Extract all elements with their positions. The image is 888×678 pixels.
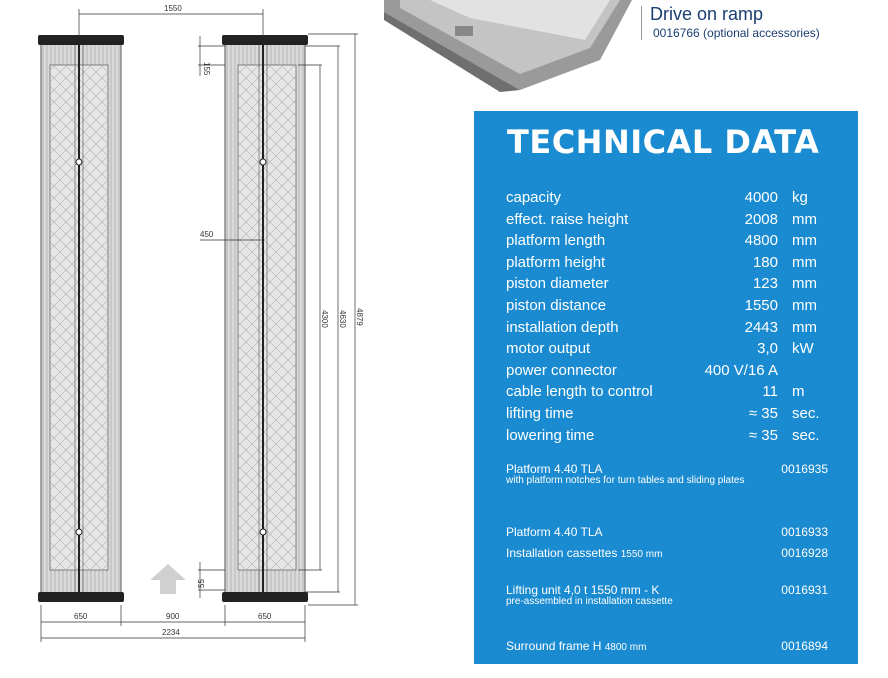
spec-unit: mm <box>792 253 817 271</box>
part-name-text: Platform 4.40 TLA <box>506 525 603 539</box>
ramp-title: Drive on ramp <box>650 4 764 24</box>
part-name-text: Platform 4.40 TLA <box>506 462 603 476</box>
spec-label: capacity <box>506 189 562 206</box>
spec-label: piston diameter <box>506 275 609 293</box>
spec-label: piston distance <box>506 297 607 314</box>
ramp-code: 0016766 (optional accessories) <box>653 26 820 40</box>
dim-right-width: 650 <box>258 612 272 621</box>
dim-total-width: 2234 <box>162 628 180 637</box>
part-code: 0016894 <box>781 639 828 653</box>
spec-value: 180 <box>752 253 778 271</box>
spec-unit: mm <box>792 318 817 336</box>
spec-value: 400 V/16 A <box>704 361 778 379</box>
part-subtitle: with platform notches for turn tables and sliding plates <box>506 475 745 486</box>
spec-value: 2443 <box>744 318 778 336</box>
part-name-size: 4800 mm <box>604 642 647 653</box>
part-name <box>506 546 828 560</box>
spec-unit: kW <box>792 340 814 358</box>
spec-value: ≈ 35 <box>748 426 778 444</box>
drive-direction-arrow-icon <box>150 564 186 594</box>
part-item <box>506 546 828 560</box>
part-name <box>506 462 828 476</box>
dim-bottom-offset: 55 <box>197 579 206 588</box>
spec-value: 4000 <box>744 189 778 206</box>
spec-row <box>506 319 826 339</box>
part-name-size: 1550 mm <box>620 549 663 560</box>
spec-label: cable length to control <box>506 383 653 401</box>
spec-value: ≈ 35 <box>748 405 778 422</box>
spec-label: platform length <box>506 232 606 250</box>
spec-unit: mm <box>792 232 817 250</box>
part-item <box>506 639 828 653</box>
spec-label: motor output <box>506 340 591 358</box>
spec-label: lowering time <box>506 426 595 444</box>
part-name-text: Surround frame H <box>506 639 602 653</box>
drive-on-ramp-image <box>384 0 632 92</box>
right-platform <box>222 35 308 602</box>
part-code: 0016933 <box>781 525 828 539</box>
dim-height-c: 4879 <box>355 308 364 326</box>
spec-value: 2008 <box>744 210 778 228</box>
part-item <box>506 583 828 607</box>
part-name <box>506 583 828 597</box>
dim-inner: 450 <box>200 230 214 239</box>
spec-unit: mm <box>792 275 817 293</box>
part-name-text: Installation cassettes <box>506 546 618 560</box>
spec-unit: mm <box>792 297 817 314</box>
part-code: 0016931 <box>781 583 828 597</box>
spec-label: installation depth <box>506 318 619 336</box>
spec-unit: m <box>792 383 805 401</box>
dim-height-b: 4630 <box>338 310 347 328</box>
spec-row <box>506 211 826 231</box>
part-name <box>506 525 828 539</box>
dim-gap: 900 <box>166 612 180 621</box>
spec-row <box>506 383 826 403</box>
dim-piston-distance: 1550 <box>164 4 182 13</box>
spec-row <box>506 254 826 274</box>
spec-label: power connector <box>506 361 617 379</box>
dim-left-width: 650 <box>74 612 88 621</box>
spec-row <box>506 189 826 209</box>
part-name-text: Lifting unit 4,0 t 1550 mm - K <box>506 583 660 597</box>
part-item <box>506 462 828 486</box>
spec-row <box>506 340 826 360</box>
spec-row <box>506 427 826 447</box>
spec-row <box>506 405 826 425</box>
spec-label: platform height <box>506 253 606 271</box>
part-item <box>506 525 828 539</box>
part-subtitle: pre-assembled in installation cassette <box>506 596 673 607</box>
part-code: 0016928 <box>781 546 828 560</box>
part-name <box>506 639 828 653</box>
spec-unit: kg <box>792 189 808 206</box>
spec-row <box>506 232 826 252</box>
dim-height-a: 4300 <box>320 310 329 328</box>
spec-row <box>506 297 826 317</box>
spec-unit: sec. <box>792 405 820 422</box>
technical-data-panel <box>474 111 858 664</box>
spec-value: 11 <box>762 383 778 401</box>
spec-value: 3,0 <box>757 340 778 358</box>
dim-top-offset: 155 <box>202 62 211 76</box>
spec-label: lifting time <box>506 405 574 422</box>
left-platform <box>38 35 124 602</box>
spec-unit: sec. <box>792 426 820 444</box>
spec-row <box>506 275 826 295</box>
part-code: 0016935 <box>781 462 828 476</box>
spec-value: 123 <box>752 275 778 293</box>
tech-title: TECHNICAL DATA <box>507 123 820 161</box>
ramp-divider <box>641 6 642 40</box>
spec-unit: mm <box>792 210 817 228</box>
spec-row <box>506 362 826 382</box>
spec-label: effect. raise height <box>506 210 629 228</box>
spec-value: 4800 <box>744 232 778 250</box>
spec-value: 1550 <box>744 297 778 314</box>
